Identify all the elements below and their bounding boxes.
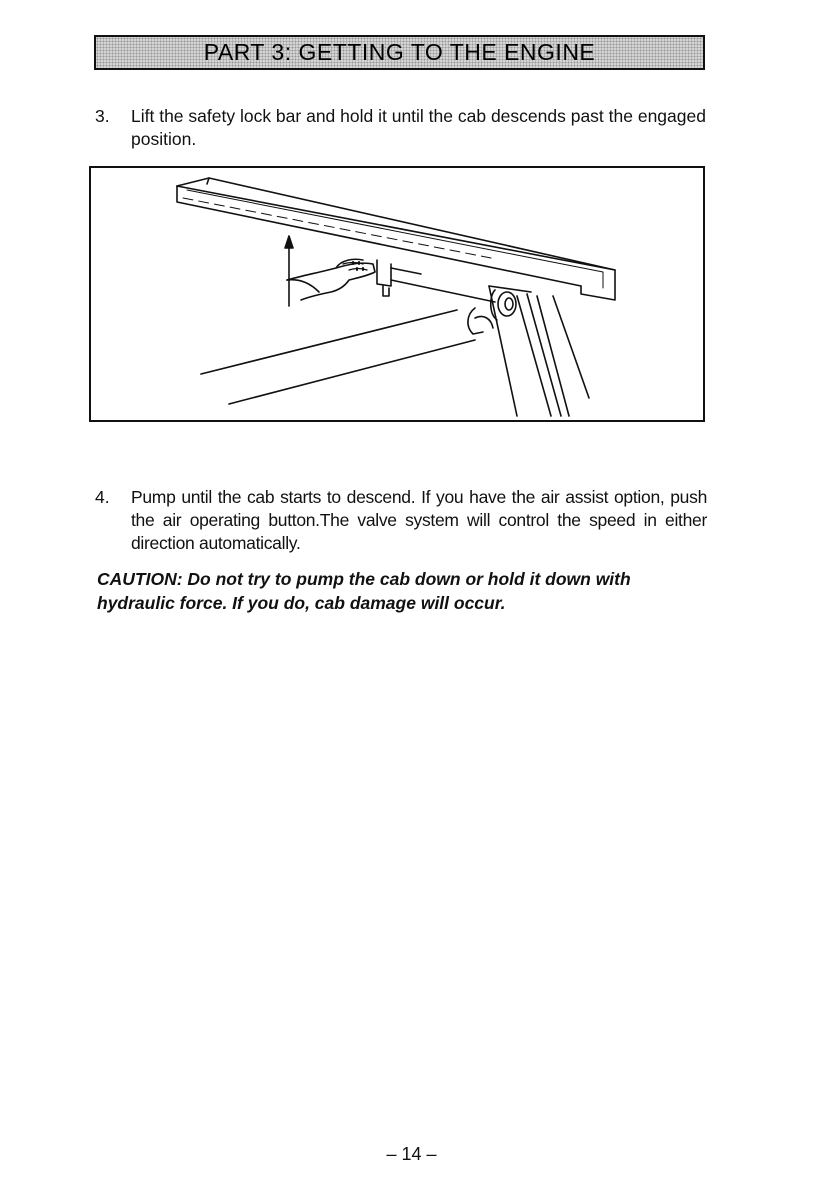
caution-warning: CAUTION: Do not try to pump the cab down or hold it down with hydraulic force. If you do, cab damage will occur. <box>97 569 631 613</box>
section-title: PART 3: GETTING TO THE ENGINE <box>203 39 596 65</box>
step-number: 3. <box>95 106 110 126</box>
step-text: Lift the safety lock bar and hold it until the cab descends past the engaged position. <box>131 106 706 149</box>
section-header-bar <box>94 35 705 70</box>
step-4 <box>95 486 707 555</box>
page-number: – 14 – <box>386 1144 437 1164</box>
step-3 <box>95 105 707 151</box>
safety-lock-bar-illustration <box>89 166 705 422</box>
step-text: Pump until the cab starts to descend. If you have the air assist option, push the air operating button.The valve system will control the speed in either direction automatically. <box>131 487 707 553</box>
step-number: 4. <box>95 487 110 507</box>
safety-lock-bar-drawing <box>91 168 703 420</box>
